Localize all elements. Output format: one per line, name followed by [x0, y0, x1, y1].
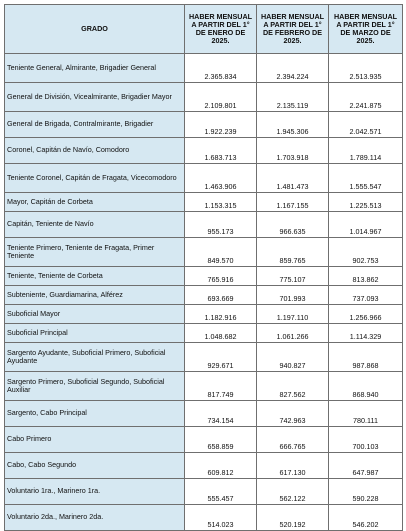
- salary-febrero-cell: 775.107: [257, 267, 329, 286]
- salary-febrero-cell: 1.061.266: [257, 324, 329, 343]
- salary-febrero-cell: 966.635: [257, 212, 329, 238]
- table-row: [5, 453, 403, 479]
- table-row: [5, 267, 403, 286]
- table-row: [5, 112, 403, 138]
- grade-cell: Suboficial Mayor: [5, 305, 185, 324]
- salary-enero-cell: 1.048.682: [185, 324, 257, 343]
- salary-marzo-cell: 1.256.966: [329, 305, 403, 324]
- salary-marzo-cell: 868.940: [329, 372, 403, 401]
- salary-febrero-cell: 1.481.473: [257, 164, 329, 193]
- table-row: [5, 164, 403, 193]
- table-row: [5, 343, 403, 372]
- salary-febrero-cell: 2.394.224: [257, 54, 329, 83]
- grade-cell: Teniente General, Almirante, Brigadier General: [5, 54, 185, 83]
- salary-enero-cell: 1.463.906: [185, 164, 257, 193]
- salary-marzo-cell: 737.093: [329, 286, 403, 305]
- grade-cell: Teniente, Teniente de Corbeta: [5, 267, 185, 286]
- salary-febrero-cell: 520.192: [257, 505, 329, 531]
- salary-marzo-cell: 1.789.114: [329, 138, 403, 164]
- table-row: [5, 54, 403, 83]
- salary-enero-cell: 734.154: [185, 401, 257, 427]
- grade-cell: Sargento Primero, Suboficial Segundo, Suboficial Auxiliar: [5, 372, 185, 401]
- salary-febrero-cell: 742.963: [257, 401, 329, 427]
- table-row: [5, 305, 403, 324]
- salary-marzo-cell: 1.225.513: [329, 193, 403, 212]
- salary-marzo-cell: 813.862: [329, 267, 403, 286]
- salary-enero-cell: 1.922.239: [185, 112, 257, 138]
- grade-cell: Suboficial Principal: [5, 324, 185, 343]
- grade-cell: General de Brigada, Contralmirante, Brigadier: [5, 112, 185, 138]
- salary-febrero-cell: 1.945.306: [257, 112, 329, 138]
- salary-enero-cell: 555.457: [185, 479, 257, 505]
- grade-cell: Voluntario 1ra., Marinero 1ra.: [5, 479, 185, 505]
- salary-marzo-cell: 1.555.547: [329, 164, 403, 193]
- salary-enero-cell: 1.683.713: [185, 138, 257, 164]
- salary-marzo-cell: 780.111: [329, 401, 403, 427]
- salary-febrero-cell: 859.765: [257, 238, 329, 267]
- table-row: [5, 212, 403, 238]
- grade-cell: Capitán, Teniente de Navío: [5, 212, 185, 238]
- salary-enero-cell: 2.109.801: [185, 83, 257, 112]
- table-row: [5, 479, 403, 505]
- salary-marzo-cell: 2.241.875: [329, 83, 403, 112]
- salary-febrero-cell: 1.703.918: [257, 138, 329, 164]
- salary-febrero-cell: 562.122: [257, 479, 329, 505]
- salary-marzo-cell: 1.014.967: [329, 212, 403, 238]
- grade-cell: Teniente Coronel, Capitán de Fragata, Vicecomodoro: [5, 164, 185, 193]
- table-row: [5, 372, 403, 401]
- salary-febrero-cell: 1.197.110: [257, 305, 329, 324]
- header-enero: HABER MENSUAL A PARTIR DEL 1° DE ENERO DE 2025.: [185, 5, 257, 54]
- salary-marzo-cell: 647.987: [329, 453, 403, 479]
- grade-cell: General de División, Vicealmirante, Brigadier Mayor: [5, 83, 185, 112]
- salary-enero-cell: 817.749: [185, 372, 257, 401]
- grade-cell: Cabo Primero: [5, 427, 185, 453]
- salary-enero-cell: 514.023: [185, 505, 257, 531]
- grade-cell: Subteniente, Guardiamarina, Alférez: [5, 286, 185, 305]
- salary-febrero-cell: 701.993: [257, 286, 329, 305]
- salary-enero-cell: 929.671: [185, 343, 257, 372]
- table-row: [5, 401, 403, 427]
- table-row: [5, 324, 403, 343]
- salary-enero-cell: 2.365.834: [185, 54, 257, 83]
- salary-marzo-cell: 546.202: [329, 505, 403, 531]
- header-grado: GRADO: [5, 5, 185, 54]
- salary-enero-cell: 1.153.315: [185, 193, 257, 212]
- salary-marzo-cell: 902.753: [329, 238, 403, 267]
- salary-table: [4, 4, 403, 531]
- salary-febrero-cell: 666.765: [257, 427, 329, 453]
- table-row: [5, 83, 403, 112]
- salary-marzo-cell: 2.513.935: [329, 54, 403, 83]
- salary-febrero-cell: 940.827: [257, 343, 329, 372]
- salary-febrero-cell: 617.130: [257, 453, 329, 479]
- salary-enero-cell: 765.916: [185, 267, 257, 286]
- table-row: [5, 193, 403, 212]
- grade-cell: Mayor, Capitán de Corbeta: [5, 193, 185, 212]
- grade-cell: Voluntario 2da., Marinero 2da.: [5, 505, 185, 531]
- salary-febrero-cell: 2.135.119: [257, 83, 329, 112]
- salary-marzo-cell: 1.114.329: [329, 324, 403, 343]
- salary-marzo-cell: 2.042.571: [329, 112, 403, 138]
- salary-marzo-cell: 987.868: [329, 343, 403, 372]
- grade-cell: Teniente Primero, Teniente de Fragata, Primer Teniente: [5, 238, 185, 267]
- table-row: [5, 505, 403, 531]
- table-row: [5, 238, 403, 267]
- salary-enero-cell: 849.570: [185, 238, 257, 267]
- table-row: [5, 427, 403, 453]
- grade-cell: Sargento, Cabo Principal: [5, 401, 185, 427]
- salary-enero-cell: 693.669: [185, 286, 257, 305]
- header-marzo: HABER MENSUAL A PARTIR DEL 1° DE MARZO DE 2025.: [329, 5, 403, 54]
- salary-enero-cell: 658.859: [185, 427, 257, 453]
- grade-cell: Coronel, Capitán de Navío, Comodoro: [5, 138, 185, 164]
- salary-enero-cell: 1.182.916: [185, 305, 257, 324]
- grade-cell: Sargento Ayudante, Suboficial Primero, Suboficial Ayudante: [5, 343, 185, 372]
- grade-cell: Cabo, Cabo Segundo: [5, 453, 185, 479]
- salary-enero-cell: 955.173: [185, 212, 257, 238]
- header-febrero: HABER MENSUAL A PARTIR DEL 1° DE FEBRERO DE 2025.: [257, 5, 329, 54]
- salary-marzo-cell: 700.103: [329, 427, 403, 453]
- salary-febrero-cell: 1.167.155: [257, 193, 329, 212]
- table-row: [5, 138, 403, 164]
- salary-febrero-cell: 827.562: [257, 372, 329, 401]
- salary-enero-cell: 609.812: [185, 453, 257, 479]
- salary-marzo-cell: 590.228: [329, 479, 403, 505]
- table-row: [5, 286, 403, 305]
- table-header-row: [5, 5, 403, 54]
